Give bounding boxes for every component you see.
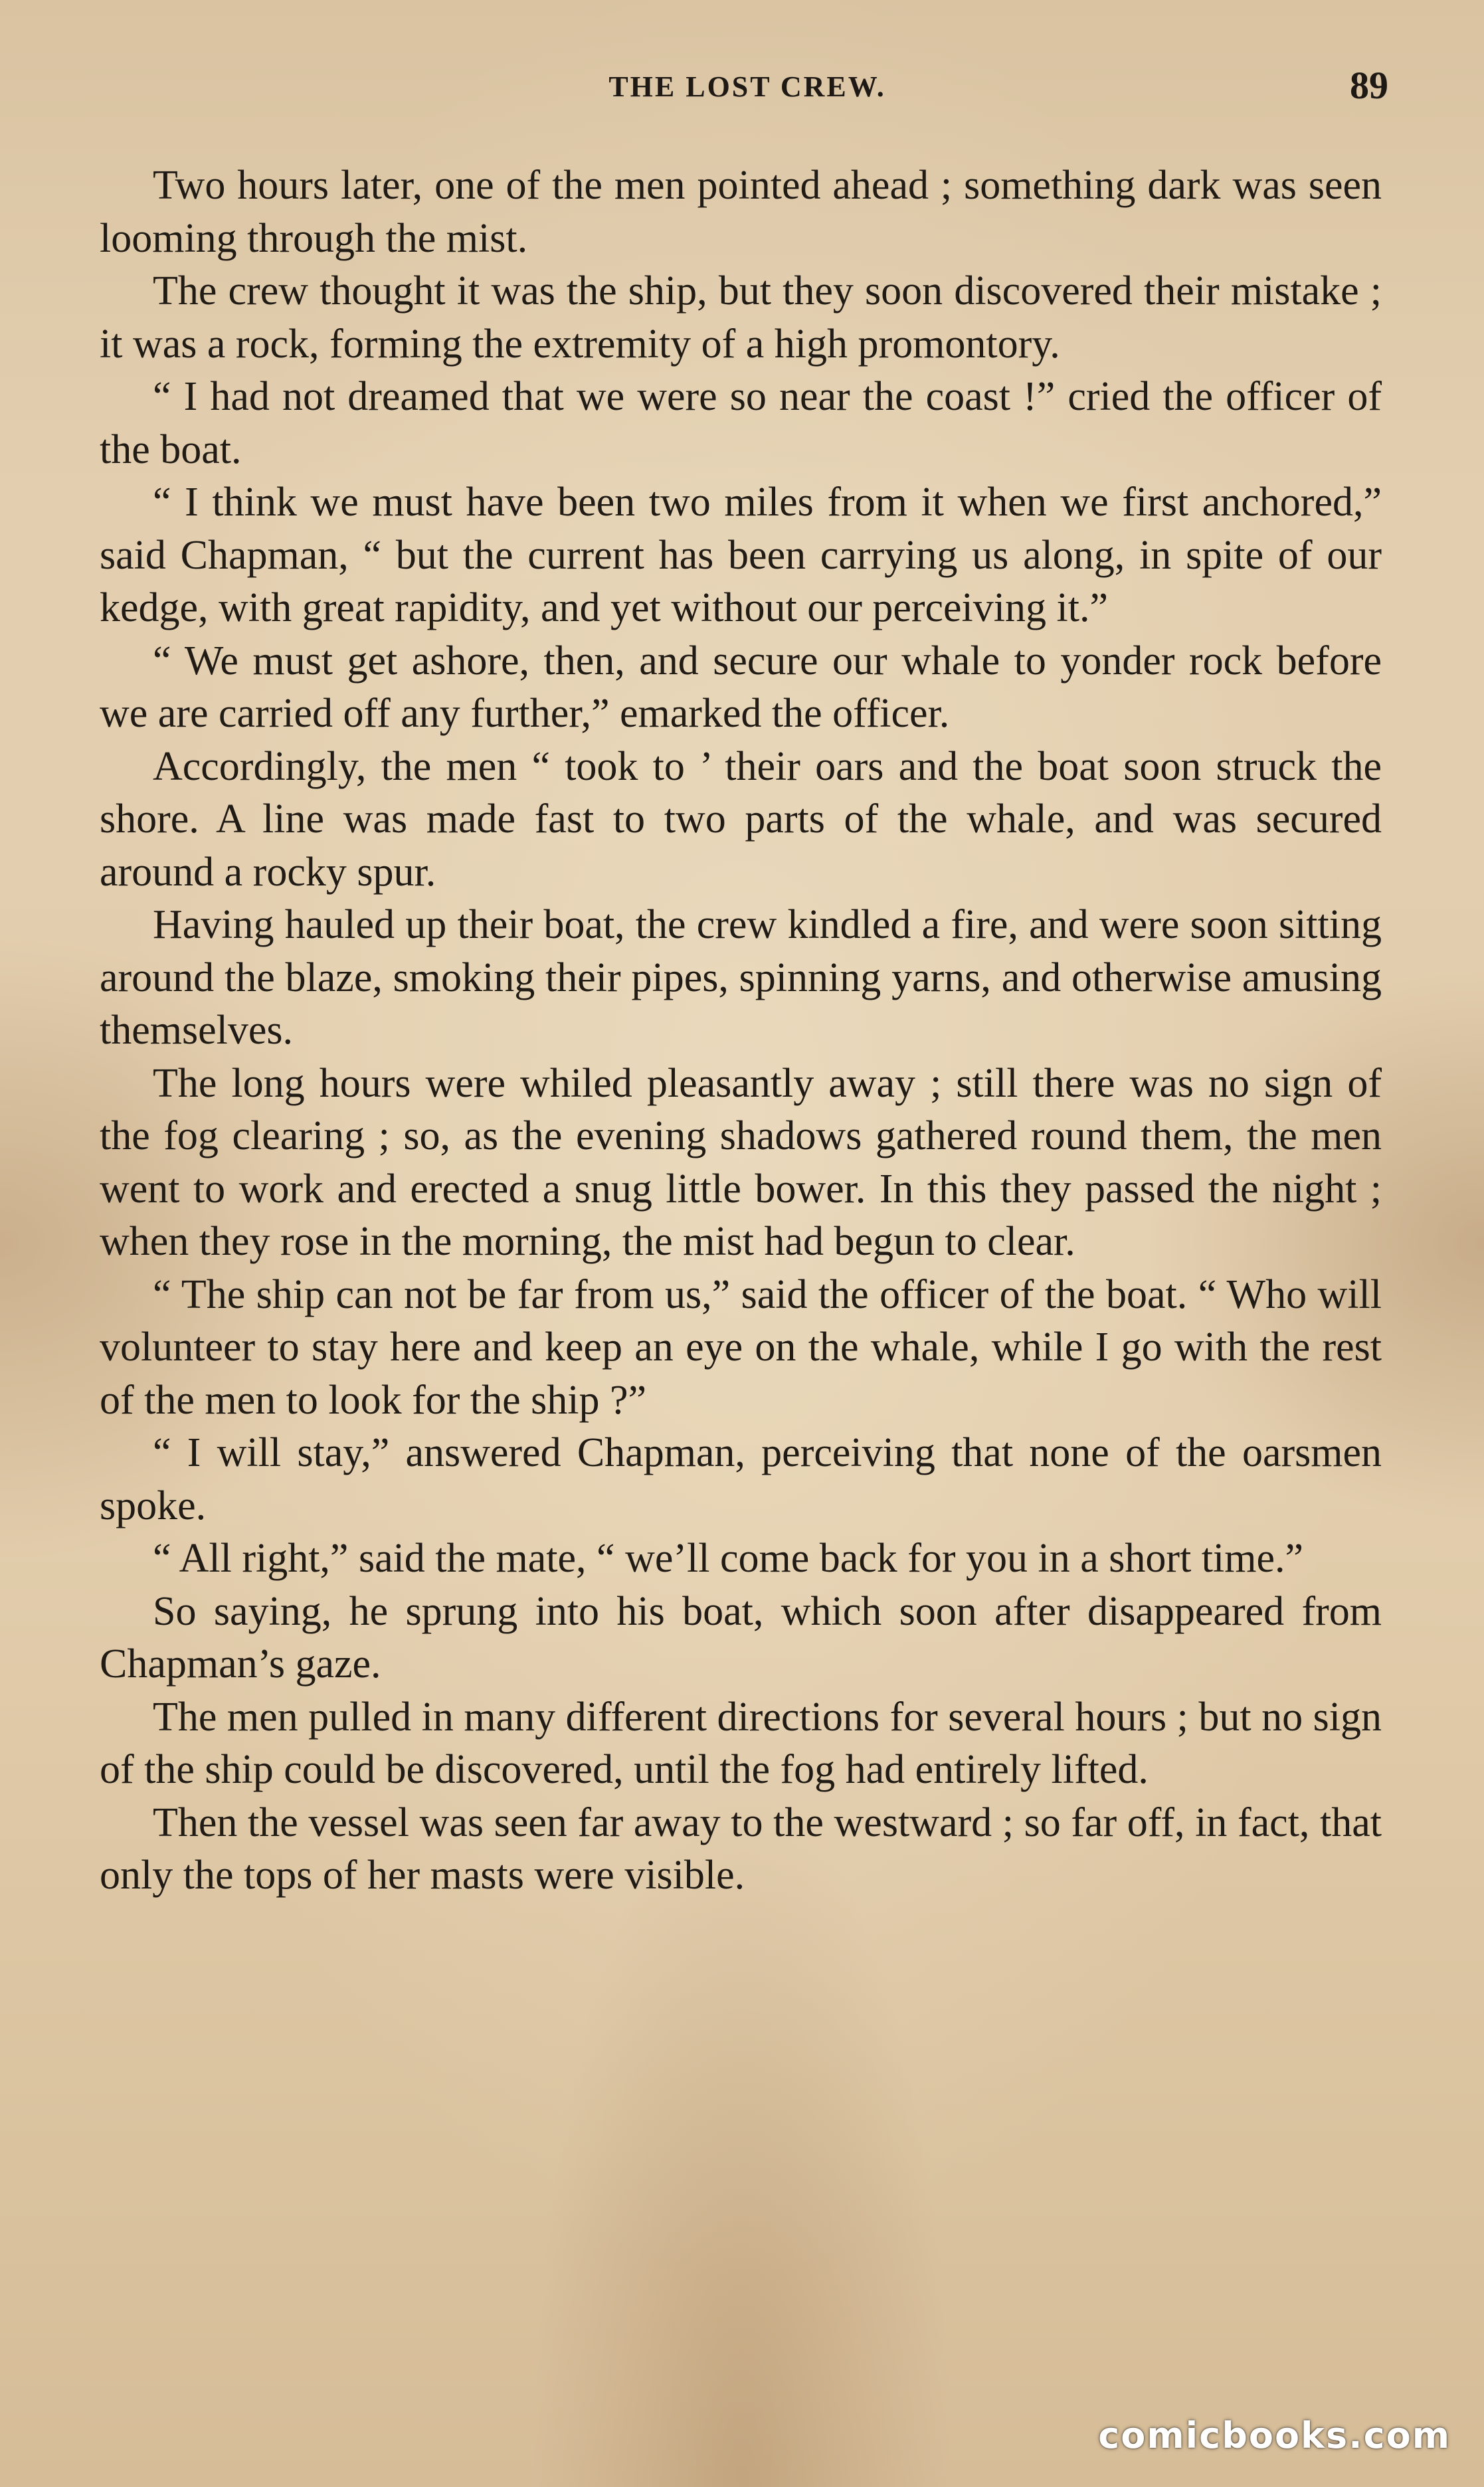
body-text	[100, 159, 1382, 1902]
paragraph: “ I think we must have been two miles from it when we first anchored,” said Chapman, “ but the current has been carrying us along, in spite of our kedge, with great rapidity, and yet without our perceiving it.”	[100, 480, 1382, 630]
paragraph: Having hauled up their boat, the crew kindled a fire, and were soon sitting around the blaze, smoking their pipes, spinning yarns, and otherwise amusing themselves.	[100, 902, 1382, 1053]
paragraph: Two hours later, one of the men pointed ahead ; something dark was seen looming through the mist.	[100, 163, 1382, 261]
running-title: THE LOST CREW.	[608, 70, 886, 103]
paragraph: The men pulled in many different directions for several hours ; but no sign of the ship could be discovered, until the fog had entirely lifted.	[100, 1694, 1382, 1792]
paragraph: The long hours were whiled pleasantly away ; still there was no sign of the fog clearing ; so, as the evening shadows gathered round them, the men went to work and erected a snug little bower. In this they passed the night ; when they rose in the morning, the mist had begun to clear.	[100, 1060, 1382, 1264]
paragraph: The crew thought it was the ship, but they soon discovered their mistake ; it was a rock, forming the extremity of a high promontory.	[100, 268, 1382, 367]
paragraph: “ I had not dreamed that we were so near the coast !” cried the officer of the boat.	[100, 374, 1382, 472]
paragraph: So saying, he sprung into his boat, which soon after disappeared from Chapman’s gaze.	[100, 1588, 1382, 1687]
paragraph: “ We must get ashore, then, and secure our whale to yonder rock before we are carried off any further,” emarked the officer.	[100, 638, 1382, 736]
page-number: 89	[1350, 64, 1388, 107]
paragraph: “ All right,” said the mate, “ we’ll come back for you in a short time.”	[153, 1536, 1304, 1581]
paragraph: Accordingly, the men “ took to ’ their oars and the boat soon struck the shore. A line was made fast to two parts of the whale, and was secured around a rocky spur.	[100, 743, 1382, 895]
paragraph: “ The ship can not be far from us,” said the officer of the boat. “ Who will volunteer to stay here and keep an eye on the whale, while I go with the rest of the men to look for the ship ?”	[100, 1271, 1382, 1423]
running-head	[106, 63, 1388, 116]
watermark: comicbooks.com	[1098, 2415, 1451, 2456]
paragraph: Then the vessel was seen far away to the westward ; so far off, in fact, that only the tops of her masts were visible.	[100, 1799, 1382, 1898]
paragraph: “ I will stay,” answered Chapman, perceiving that none of the oarsmen spoke.	[100, 1430, 1382, 1528]
